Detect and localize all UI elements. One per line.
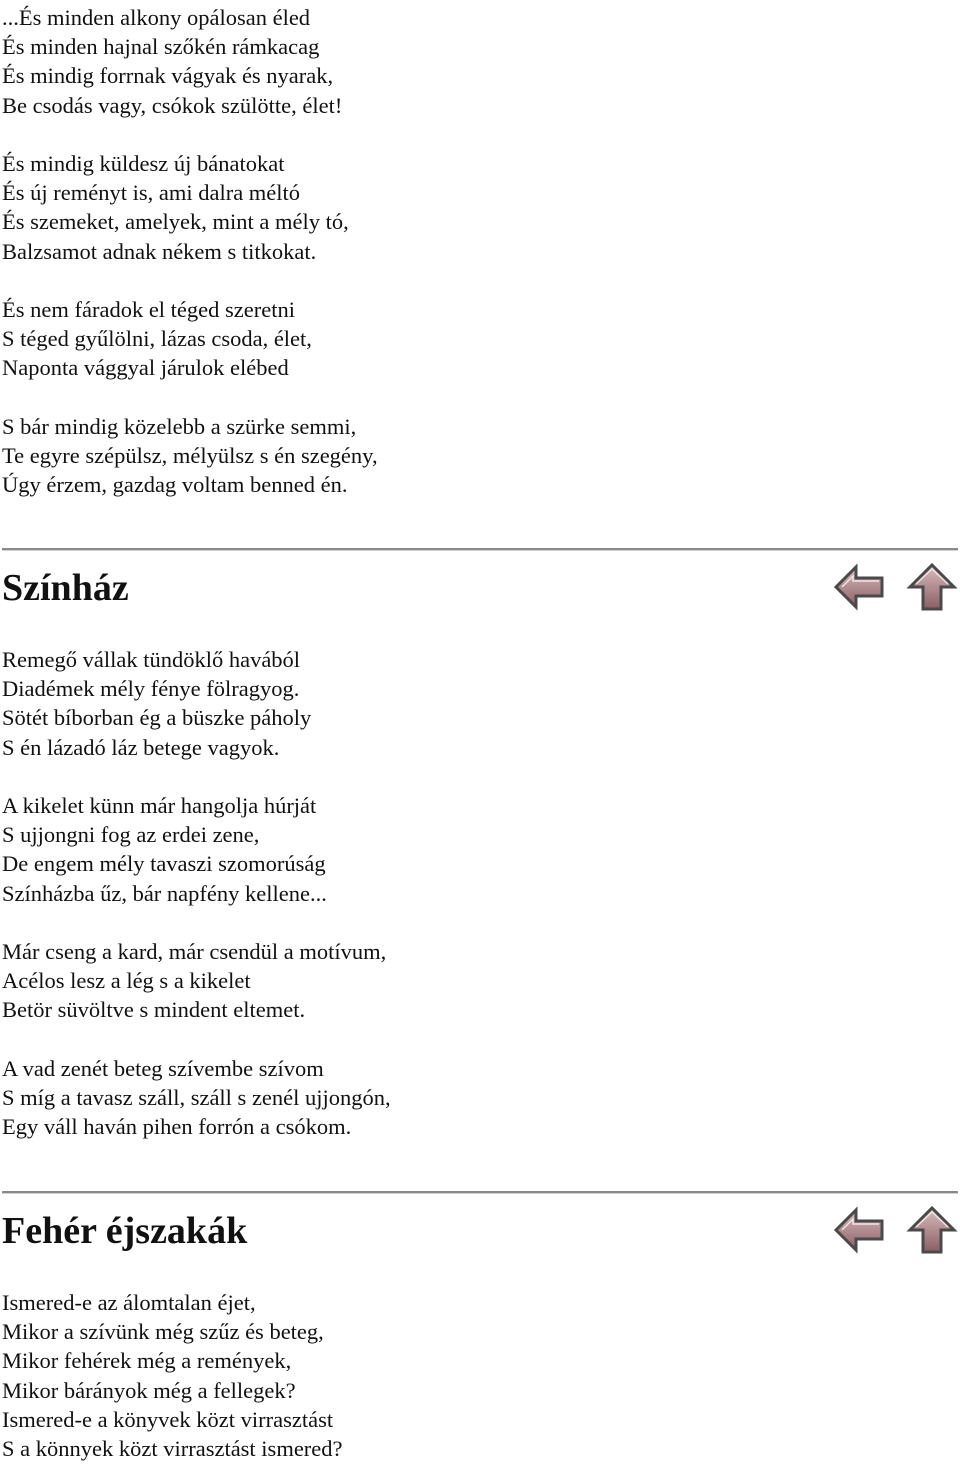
poem-line: Sötét bíborban ég a büszke páholy [2, 705, 312, 731]
poem-line: S míg a tavasz száll, száll s zenél ujjongón, [2, 1084, 391, 1110]
poem-line: Mikor fehérek még a remények, [2, 1348, 292, 1374]
poem-line: És minden hajnal szőkén rámkacag [2, 34, 320, 60]
section-nav [834, 563, 956, 611]
horizontal-rule [2, 1191, 958, 1194]
poem-line: Naponta vággyal járulok elébed [2, 355, 289, 381]
poem-line: Színházba űz, bár napfény kellene... [2, 880, 327, 906]
poem-line: S téged gyűlölni, lázas csoda, élet, [2, 326, 312, 352]
poem-line: Be csodás vagy, csókok szülötte, élet! [2, 92, 343, 118]
stanza [2, 1054, 391, 1142]
poem-line: S én lázadó láz betege vagyok. [2, 734, 280, 760]
poem-line: ...És minden alkony opálosan éled [2, 5, 311, 30]
poem-line: És nem fáradok el téged szeretni [2, 296, 295, 322]
stanza [2, 3, 378, 120]
poem-line: És szemeket, amelyek, mint a mély tó, [2, 209, 349, 235]
up-arrow-icon[interactable] [906, 1206, 958, 1254]
poem-line: Ismered-e az álomtalan éjet, [2, 1290, 256, 1315]
poem-line: S bár mindig közelebb a szürke semmi, [2, 413, 357, 439]
up-arrow-icon[interactable] [906, 563, 958, 611]
poem-line: S a könnyek közt virrasztást ismered? [2, 1435, 343, 1461]
section-title: Színház [2, 567, 129, 609]
poem-line: De engem mély tavaszi szomorúság [2, 851, 326, 877]
poem-line: S ujjongni fog az erdei zene, [2, 822, 260, 848]
poem-line: Már cseng a kard, már csendül a motívum, [2, 938, 387, 964]
poem-line: Remegő vállak tündöklő havából [2, 647, 301, 672]
poem-body [2, 1288, 343, 1463]
poem-line: Úgy érzem, gazdag voltam benned én. [2, 472, 348, 497]
poem-line: A vad zenét beteg szívembe szívom [2, 1055, 324, 1081]
horizontal-rule [2, 548, 958, 551]
stanza [2, 791, 391, 908]
poem-line: És mindig forrnak vágyak és nyarak, [2, 63, 334, 89]
poem-line: És új reményt is, ami dalra méltó [2, 180, 301, 206]
poem-line: Betör süvöltve s mindent eltemet. [2, 997, 306, 1023]
section-nav [834, 1206, 956, 1254]
poem-line: Te egyre szépülsz, mélyülsz s én szegény, [2, 442, 378, 468]
left-arrow-icon[interactable] [834, 563, 886, 611]
poem-line: A kikelet künn már hangolja húrját [2, 792, 317, 818]
left-arrow-icon[interactable] [834, 1206, 886, 1254]
poem-line: Mikor bárányok még a fellegek? [2, 1377, 296, 1403]
section-title: Fehér éjszakák [2, 1210, 248, 1252]
poem-line: Diadémek mély fénye fölragyog. [2, 676, 300, 702]
poem-line: Mikor a szívünk még szűz és beteg, [2, 1319, 324, 1345]
intro-poem [2, 3, 378, 499]
stanza [2, 295, 378, 383]
poem-line: Egy váll haván pihen forrón a csókom. [2, 1114, 352, 1139]
stanza [2, 149, 378, 266]
stanza [2, 412, 378, 500]
poem-line: Ismered-e a könyvek közt virrasztást [2, 1406, 334, 1432]
poem-body [2, 645, 391, 1141]
stanza [2, 1288, 343, 1463]
poem-line: Acélos lesz a lég s a kikelet [2, 968, 251, 994]
stanza [2, 937, 391, 1025]
poem-line: És mindig küldesz új bánatokat [2, 150, 285, 176]
poem-line: Balzsamot adnak nékem s titkokat. [2, 238, 317, 264]
stanza [2, 645, 391, 762]
